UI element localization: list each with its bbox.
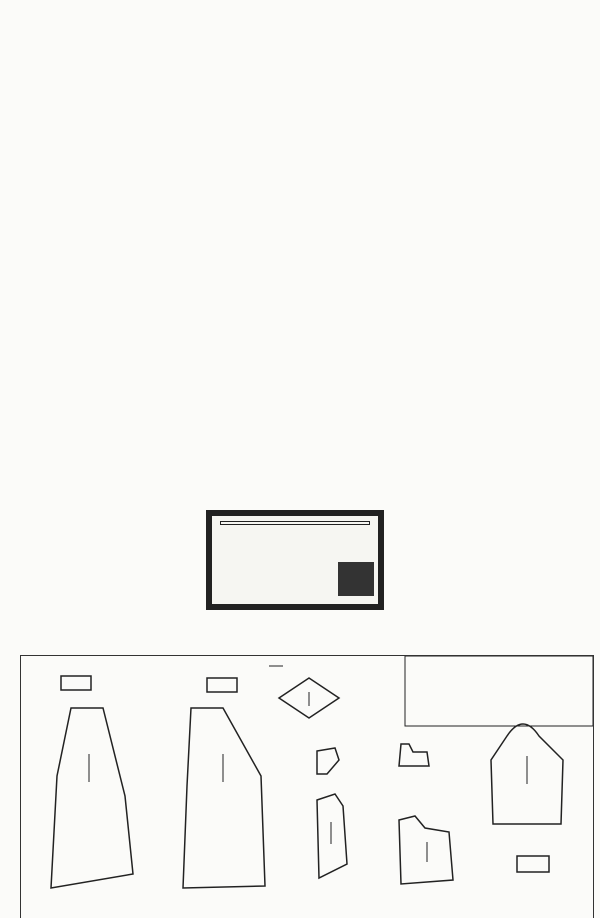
front-band-shape (207, 678, 237, 692)
blouse-front-shape (399, 816, 453, 884)
stamp-brand (220, 521, 370, 525)
collar-shape (317, 748, 339, 774)
guarantee-stamp (206, 510, 384, 610)
pattern-pieces-drawing (21, 656, 593, 918)
trousers-back-shape (51, 708, 133, 888)
info-box-border (405, 656, 593, 726)
trousers-front-shape (183, 708, 265, 888)
guarantee-seal (338, 562, 374, 596)
yoke-front-shape (399, 744, 429, 766)
back-band-shape (61, 676, 91, 690)
cuff-shape (517, 856, 549, 872)
blouse-back-shape (317, 794, 347, 878)
pattern-pieces-diagram (20, 655, 594, 918)
